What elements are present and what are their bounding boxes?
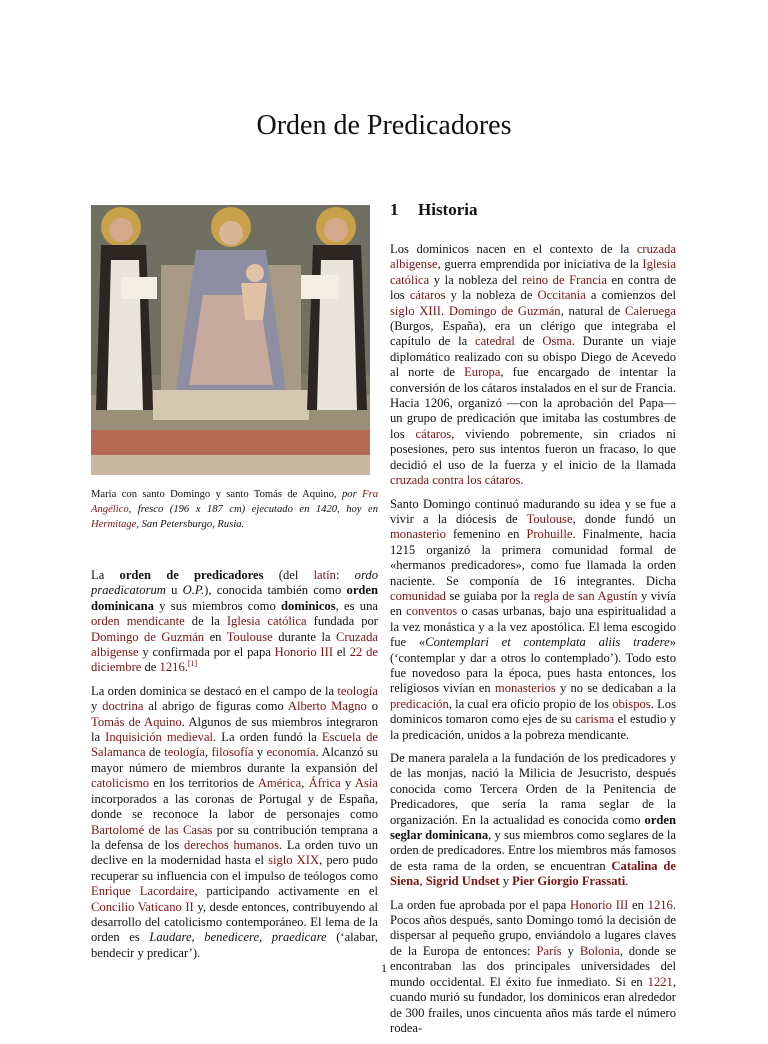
- fresco-painting: [91, 205, 370, 475]
- link[interactable]: siglo XIII: [390, 303, 441, 318]
- page-title: Orden de Predicadores: [256, 110, 512, 141]
- link[interactable]: conventos: [406, 604, 458, 619]
- page-number: 1: [381, 961, 387, 975]
- right-column: [390, 200, 676, 1044]
- link[interactable]: regla de san Agustín: [533, 588, 638, 603]
- link[interactable]: cruzada albigense: [390, 242, 676, 272]
- link[interactable]: reino de Francia: [522, 272, 607, 287]
- link[interactable]: Honorio III: [274, 645, 334, 660]
- link[interactable]: economía: [266, 745, 316, 760]
- link[interactable]: Inquisición medieval: [105, 730, 214, 745]
- link[interactable]: París: [536, 943, 562, 958]
- link[interactable]: Asia: [354, 776, 379, 791]
- link[interactable]: filosofía: [211, 745, 254, 760]
- fresco-image: [91, 205, 370, 475]
- link[interactable]: predicación: [390, 696, 449, 711]
- left-column: [91, 205, 378, 969]
- history-paragraph-1: Los dominicos nacen en el contexto de la cruzada albigense, guerra emprendida por iniciativa de la Iglesia católica y la nobleza del reino de Francia en contra de los cátaros y la nobleza de Occitania a comienzos del siglo XIII. Domingo de Guzmán, natural de Caleruega (Burgos, España), era un clérigo que integraba el capítulo de la catedral de Osma. Durante un viaje diplomático realizado con su obispo Diego de Acevedo al norte de Europa, fue encargado de intentar la conversión de los cátaros instalados en el sur de Francia. Hacia 1206, organizó —con la aprobación del Papa— un grupo de predicación que imitaba las costumbres de los cátaros, viviendo pobremente, sin criados ni posesiones, pero sus intentos fueron un fracaso, lo que decidió el uso de la fuerza y el inicio de la llamada cruzada contra los cátaros.: [390, 242, 676, 488]
- link[interactable]: Domingo de Guzmán: [91, 629, 205, 644]
- link[interactable]: Bartolomé de las Casas: [91, 822, 213, 837]
- link[interactable]: Europa: [464, 365, 501, 380]
- reference-1[interactable]: [1]: [187, 659, 198, 669]
- link[interactable]: cátaros: [415, 426, 452, 441]
- link-museum[interactable]: Hermitage: [91, 519, 137, 530]
- link[interactable]: Domingo de Guzmán: [448, 303, 561, 318]
- link[interactable]: cátaros: [409, 288, 446, 303]
- link[interactable]: comunidad: [390, 588, 446, 603]
- link[interactable]: Honorio III: [569, 897, 629, 912]
- link[interactable]: catedral: [475, 334, 515, 349]
- figure-caption: María con santo Domingo y santo Tomás de Aquino, por Fra Angélico, fresco (196 x 187 cm) ejecutado en 1420, hoy en Hermitage, San Petersburgo, Rusia.: [91, 489, 378, 530]
- link[interactable]: derechos humanos: [184, 837, 279, 852]
- link[interactable]: Pier Giorgio Frassati: [512, 874, 626, 889]
- link[interactable]: 1216: [159, 660, 185, 675]
- link[interactable]: Prohuille: [526, 527, 573, 542]
- link[interactable]: cruzada contra los cátaros: [390, 473, 521, 488]
- link[interactable]: catolicismo: [91, 776, 150, 791]
- link[interactable]: Toulouse: [226, 629, 273, 644]
- link[interactable]: teología: [337, 683, 378, 698]
- link[interactable]: Osma: [542, 334, 572, 349]
- link[interactable]: 1221: [647, 974, 673, 989]
- link[interactable]: Toulouse: [526, 511, 573, 526]
- intro-paragraph-2: La orden dominica se destacó en el campo de la teología y doctrina al abrigo de figuras como Alberto Magno o Tomás de Aquino. Algunos de sus miembros integraron la Inquisición medieval. La orden fundó la Escuela de Salamanca de teología, filosofía y economía. Alcanzó su mayor número de miembros durante la expansión del catolicismo en los territorios de América, África y Asia incorporados a las coronas de Portugal y de España, donde se reconoce la labor de personajes como Bartolomé de las Casas por su contribución temprana a la defensa de los derechos humanos. La orden tuvo un declive en la modernidad hasta el siglo XIX, pero pudo recuperar su influencia con el impulso de teólogos como Enrique Lacordaire, participando activamente en el Concilio Vaticano II y, desde entonces, contribuyendo al desarrollo del catolicismo contemporáneo. El lema de la orden es Laudare, benedicere, praedicare (‘alabar, bendecir y predicar’).: [91, 683, 379, 960]
- link[interactable]: doctrina: [102, 699, 144, 714]
- link[interactable]: Alberto Magno: [287, 699, 367, 714]
- link[interactable]: América: [257, 776, 302, 791]
- section-heading: 1 Historia: [390, 200, 478, 219]
- history-paragraph-2: Santo Domingo continuó madurando su idea y se fue a vivir a la diócesis de Toulouse, donde fundó un monasterio femenino en Prohuille. Finalmente, hacia 1215 organizó la primera comunidad formal de «hermanos predicadores», como fue llamada la orden naciente. Se componía de 16 integrantes. Dicha comunidad se guiaba por la regla de san Agustín y vivía en conventos o casas urbanas, bajo una espiritualidad a la vez monástica y a la vez apostólica. El lema escogido fue «Contemplari et contemplata aliis tradere» (‘contemplar y dar a otros lo contemplado’). Todo esto fue novedoso para la época, pues hasta entonces, los religiosos vivían en monasterios y no se dedicaban a la predicación, la cual era oficio propio de los obispos. Los dominicos tomaron como ejes de su carisma el estudio y la predicación, unidos a la pobreza mendicante.: [390, 496, 676, 742]
- link[interactable]: Caleruega: [624, 303, 676, 318]
- link[interactable]: 1216: [647, 897, 673, 912]
- link[interactable]: siglo XIX: [268, 853, 320, 868]
- link[interactable]: teología: [164, 745, 205, 760]
- link[interactable]: obispos: [612, 696, 651, 711]
- link[interactable]: 22 de diciembre: [91, 645, 378, 675]
- intro-paragraph-1: La orden de predicadores (del latín: ordo praedicatorum u O.P.), conocida también como orden dominicana y sus miembros como dominicos, es una orden mendicante de la Iglesia católica fundada por Domingo de Guzmán en Toulouse durante la Cruzada albigense y confirmada por el papa Honorio III el 22 de diciembre de 1216.[1]: [91, 568, 379, 675]
- link[interactable]: Escuela de Salamanca: [91, 730, 378, 760]
- link[interactable]: monasterios: [494, 681, 556, 696]
- link[interactable]: orden mendicante: [91, 614, 185, 629]
- link[interactable]: Enrique Lacordaire: [91, 884, 195, 899]
- link[interactable]: Bolonia: [579, 943, 620, 958]
- link[interactable]: Catalina de Siena: [390, 858, 676, 889]
- link[interactable]: Concilio Vaticano II: [91, 899, 194, 914]
- history-paragraph-3: De manera paralela a la fundación de los predicadores y de las monjas, nació la Milicia de Jesucristo, después conocida como Tercera Orden de la Penitencia de Predicadores, que sería la rama seglar de la organización. En la actualidad es conocida como orden seglar dominicana, y sus miembros como seglares de la orden de predicadores. Entre los miembros más famosos de esta rama de la orden, se encuentran Catalina de Siena, Sigrid Undset y Pier Giorgio Frassati.: [390, 751, 677, 889]
- link-artist[interactable]: Fra Angélico: [91, 489, 378, 515]
- link[interactable]: Sigrid Undset: [425, 874, 500, 889]
- link[interactable]: carisma: [575, 712, 615, 727]
- history-paragraph-4: La orden fue aprobada por el papa Honorio III en 1216. Pocos años después, santo Domingo tomó la decisión de dispersar al pequeño grupo, enviándolo a lugares claves de la Europa de entonces: París y Bolonia, donde se encontraban las dos principales universidades del mundo occidental. El éxito fue inmediato. Si en 1221, cuando murió su fundador, los dominicos eran alrededor de 300 frailes, unos cincuenta años más tarde el número rodea-: [390, 897, 677, 1035]
- link[interactable]: latín: [313, 568, 336, 582]
- link[interactable]: Tomás de Aquino: [91, 714, 182, 729]
- link[interactable]: Iglesia católica: [226, 614, 307, 629]
- link[interactable]: África: [308, 776, 341, 791]
- link[interactable]: Occitania: [537, 288, 586, 303]
- link[interactable]: Iglesia católica: [390, 257, 676, 287]
- link[interactable]: monasterio: [390, 527, 446, 542]
- link[interactable]: Cruzada albigense: [91, 629, 378, 660]
